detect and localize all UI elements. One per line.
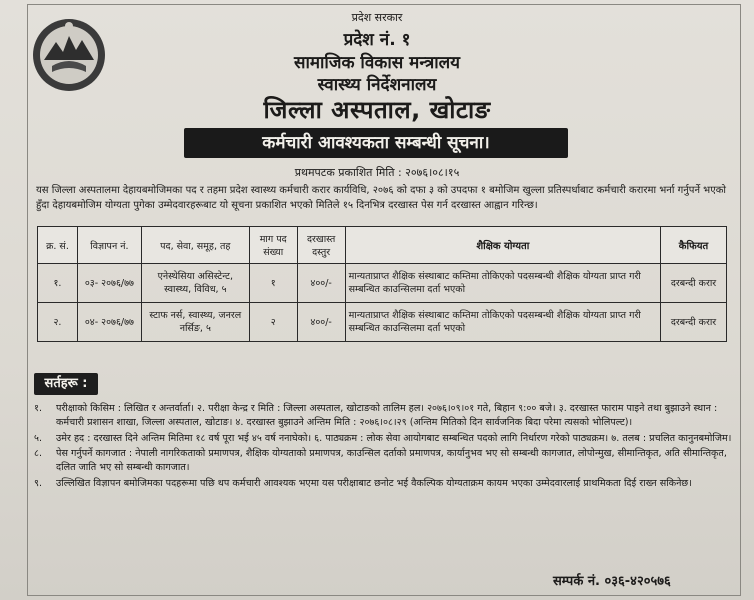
cell-sn: १. bbox=[38, 264, 78, 303]
cell-remark: दरबन्दी करार bbox=[661, 303, 727, 342]
condition-item bbox=[34, 447, 734, 475]
ministry-title: सामाजिक विकास मन्त्रालय bbox=[293, 53, 461, 73]
condition-text: उमेर हद : दरखास्त दिने अन्तिम मितिमा १८ वर्ष पूरा भई ४५ वर्ष ननाघेको। ६. पाठ्यक्रम : लोक सेवा आयोगबाट सम्बन्धित पदको लागि निर्धारण गरेको पाठ्यक्रम। ७. तलब : प्रचलित कानुनबमोजिम। bbox=[56, 432, 732, 444]
condition-item bbox=[34, 402, 734, 430]
conditions-heading: सर्तहरू : bbox=[34, 373, 98, 395]
hospital-title: जिल्ला अस्पताल, खोटाङ bbox=[263, 96, 491, 124]
cell-fee: ४००/- bbox=[297, 264, 345, 303]
col-fee: दरखास्त दस्तुर bbox=[297, 227, 345, 264]
table-header-row bbox=[38, 227, 727, 264]
condition-text: उल्लिखित विज्ञापन बमोजिमका पदहरूमा पछि थप कर्मचारी आवश्यक भएमा यस परीक्षाबाट छनोट भई वैकल्पिक योग्यताक्रम कायम भएका उम्मेदवारलाई प्राथमिकता दिई राख्न सकिनेछ। bbox=[56, 477, 692, 489]
publish-date: प्रथमपटक प्रकाशित मिति : २०७६।०८।१५ bbox=[294, 166, 460, 179]
cell-post: स्टाफ नर्स, स्वास्थ्य, जनरल नर्सिङ, ५ bbox=[141, 303, 249, 342]
cell-qualification: मान्यताप्राप्त शैक्षिक संस्थाबाट कम्तिमा तोकिएको पदसम्बन्धी शैक्षिक योग्यता प्राप्त गरी सम्बन्धित काउन्सिलमा दर्ता भएको bbox=[345, 264, 660, 303]
condition-item bbox=[34, 477, 734, 491]
condition-text: परीक्षाको किसिम : लिखित र अन्तर्वार्ता। २. परीक्षा केन्द्र र मिति : जिल्ला अस्पताल, खोटाङको तालिम हल। २०७६।०९।०१ गते, बिहान ९:०० बजे। ३. दरखास्त फाराम पाइने तथा बुझाउने स्थान : कर्मचारी प्रशासन शाखा, जिल्ला अस्पताल, खोटाङ। ४. दरखास्त बुझाउने अन्तिम मिति : २०७६।०८।२९ (अन्तिम मितिको दिन सार्वजनिक बिदा परेमा त्यसको भोलिपल्ट)। bbox=[56, 403, 718, 428]
directorate-title: स्वास्थ्य निर्देशनालय bbox=[317, 75, 437, 95]
cell-sn: २. bbox=[38, 303, 78, 342]
gov-label: प्रदेश सरकार bbox=[351, 11, 403, 24]
condition-item bbox=[34, 432, 734, 446]
contact-number: सम्पर्क नं. ०३६-४२०५७६ bbox=[553, 574, 671, 589]
condition-number: ५. bbox=[34, 432, 43, 444]
vacancy-table bbox=[37, 226, 727, 342]
col-remark: कैफियत bbox=[661, 227, 727, 264]
cell-fee: ४००/- bbox=[297, 303, 345, 342]
cell-qualification: मान्यताप्राप्त शैक्षिक संस्थाबाट कम्तिमा तोकिएको पदसम्बन्धी शैक्षिक योग्यता प्राप्त गरी सम्बन्धित काउन्सिलमा दर्ता भएको bbox=[345, 303, 660, 342]
cell-remark: दरबन्दी करार bbox=[661, 264, 727, 303]
table-row bbox=[38, 264, 727, 303]
condition-number: ९. bbox=[34, 477, 43, 489]
cell-count: २ bbox=[249, 303, 297, 342]
cell-adv-no: ०४- २०७६/७७ bbox=[77, 303, 141, 342]
col-adv-no: विज्ञापन नं. bbox=[77, 227, 141, 264]
intro-paragraph: यस जिल्ला अस्पतालमा देहायबमोजिमका पद र तहमा प्रदेश स्वास्थ्य कर्मचारी करार कार्यविधि, २०७६ को दफा ३ को उपदफा १ बमोजिम खुल्ला प्रतिस्पर्धाबाट कर्मचारी करारमा भर्ना गर्नुपर्ने भएको हुँदा देहायबमोजिम योग्यता पुगेका उम्मेदवारहरूबाट यो सूचना प्रकाशित भएको मितिले १५ दिनभित्र दरखास्त पेस गर्न दरखास्त आह्वान गरिन्छ। bbox=[36, 185, 727, 211]
notice-banner: कर्मचारी आवश्यकता सम्बन्धी सूचना। bbox=[184, 128, 568, 158]
province-title: प्रदेश नं. १ bbox=[343, 30, 411, 50]
col-post: पद, सेवा, समूह, तह bbox=[141, 227, 249, 264]
cell-count: १ bbox=[249, 264, 297, 303]
table-row bbox=[38, 303, 727, 342]
condition-number: १. bbox=[34, 403, 43, 414]
condition-number: ८. bbox=[34, 448, 43, 460]
cell-post: एनेस्थेसिया असिस्टेन्ट, स्वास्थ्य, विविध, ५ bbox=[141, 264, 249, 303]
col-sn: क्र. सं. bbox=[38, 227, 78, 264]
conditions-list bbox=[34, 402, 734, 493]
col-qualification: शैक्षिक योग्यता bbox=[345, 227, 660, 264]
condition-text: पेस गर्नुपर्ने कागजात : नेपाली नागरिकताको प्रमाणपत्र, शैक्षिक योग्यताको प्रमाणपत्र, काउन्सिल दर्ताको प्रमाणपत्र, कार्यानुभव भए सो सम्बन्धी कागजात, लोपोन्मुख, सीमान्तिकृत, अति सीमान्तिकृत, दलित जाति भए सो सम्बन्धी कागजात। bbox=[56, 448, 727, 474]
cell-adv-no: ०३- २०७६/७७ bbox=[77, 264, 141, 303]
col-count: माग पद संख्या bbox=[249, 227, 297, 264]
